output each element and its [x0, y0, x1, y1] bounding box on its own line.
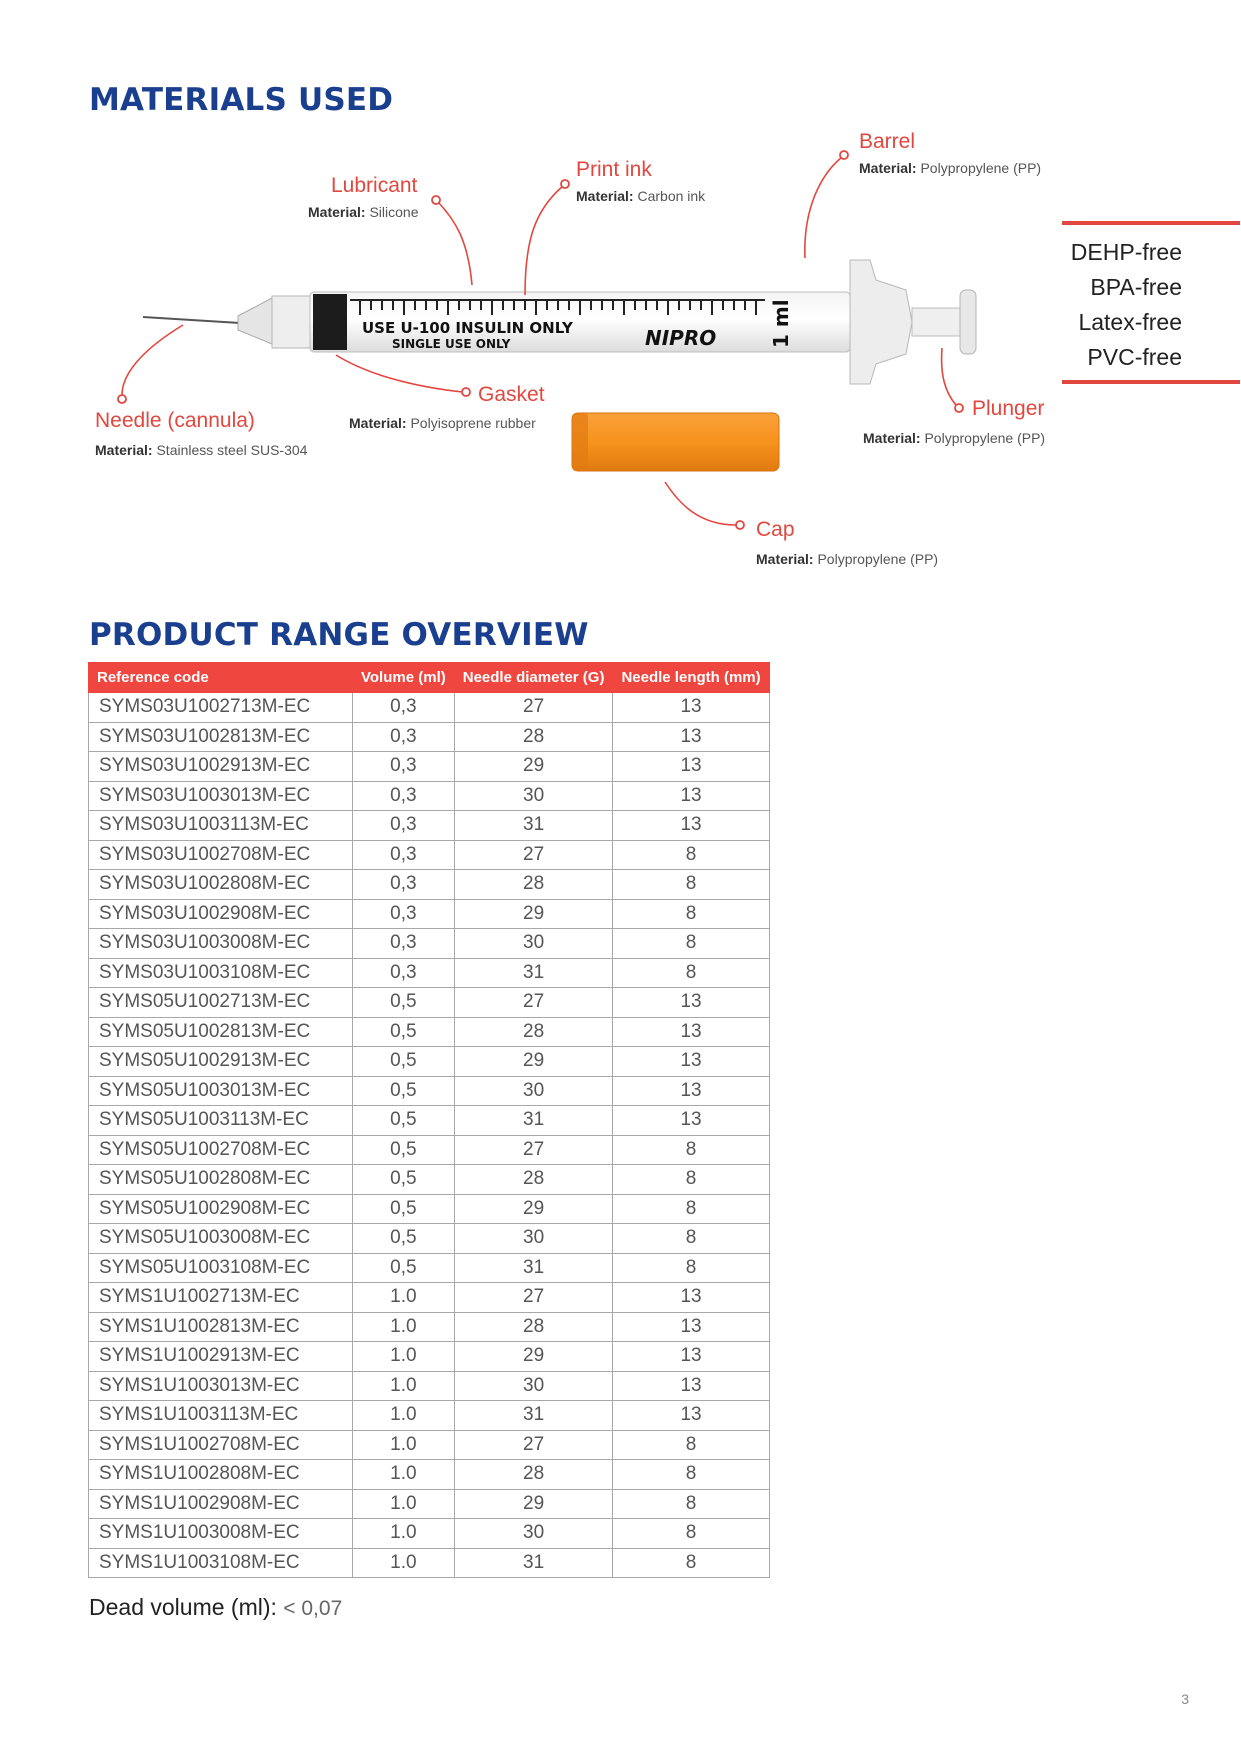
reference-code-cell: SYMS05U1003108M-EC	[89, 1253, 353, 1283]
table-row	[89, 1076, 770, 1106]
reference-code-cell: SYMS05U1002713M-EC	[89, 988, 353, 1018]
print-ink-label: Print ink	[576, 158, 652, 181]
reference-code-cell: SYMS1U1003113M-EC	[89, 1401, 353, 1431]
table-row	[89, 693, 770, 723]
table-row	[89, 899, 770, 929]
needle-diameter-cell: 29	[454, 899, 613, 929]
volume-cell: 1.0	[353, 1430, 455, 1460]
column-header: Reference code	[89, 663, 353, 693]
needle-diameter-cell: 31	[454, 811, 613, 841]
reference-code-cell: SYMS1U1002913M-EC	[89, 1342, 353, 1372]
reference-code-cell: SYMS03U1003008M-EC	[89, 929, 353, 959]
plunger-material-value: Polypropylene (PP)	[924, 430, 1046, 446]
needle-length-cell: 8	[613, 870, 769, 900]
table-row	[89, 1489, 770, 1519]
volume-cell: 1.0	[353, 1342, 455, 1372]
needle-diameter-cell: 30	[454, 1076, 613, 1106]
table-row	[89, 1106, 770, 1136]
needle-diameter-cell: 28	[454, 1017, 613, 1047]
material-prefix: Material:	[859, 160, 917, 176]
needle-length-cell: 8	[613, 1135, 769, 1165]
reference-code-cell: SYMS1U1003008M-EC	[89, 1519, 353, 1549]
needle-diameter-cell: 27	[454, 1430, 613, 1460]
reference-code-cell: SYMS03U1002708M-EC	[89, 840, 353, 870]
reference-code-cell: SYMS03U1002808M-EC	[89, 870, 353, 900]
volume-cell: 1.0	[353, 1548, 455, 1578]
cap-rim	[572, 413, 588, 471]
needle-length-cell: 8	[613, 1194, 769, 1224]
material-prefix: Material:	[349, 415, 407, 431]
reference-code-cell: SYMS1U1002708M-EC	[89, 1430, 353, 1460]
needle-length-cell: 13	[613, 988, 769, 1018]
print-ink-material-value: Carbon ink	[637, 188, 706, 204]
volume-cell: 0,3	[353, 899, 455, 929]
needle-length-cell: 13	[613, 811, 769, 841]
lubricant-material	[308, 204, 419, 220]
plunger-head	[960, 290, 976, 354]
reference-code-cell: SYMS03U1002913M-EC	[89, 752, 353, 782]
hub-collar	[272, 296, 312, 348]
table-row	[89, 1519, 770, 1549]
table-row	[89, 1283, 770, 1313]
table-row	[89, 1253, 770, 1283]
needle-diameter-cell: 31	[454, 958, 613, 988]
needle-length-cell: 13	[613, 1047, 769, 1077]
volume-cell: 0,5	[353, 1135, 455, 1165]
needle-diameter-cell: 28	[454, 870, 613, 900]
volume-cell: 0,3	[353, 840, 455, 870]
reference-code-cell: SYMS1U1003108M-EC	[89, 1548, 353, 1578]
volume-cell: 1.0	[353, 1460, 455, 1490]
volume-cell: 1.0	[353, 1371, 455, 1401]
volume-cell: 0,5	[353, 1017, 455, 1047]
reference-code-cell: SYMS1U1002813M-EC	[89, 1312, 353, 1342]
reference-code-cell: SYMS1U1002713M-EC	[89, 1283, 353, 1313]
table-row	[89, 988, 770, 1018]
table-row	[89, 1224, 770, 1254]
needle-length-cell: 8	[613, 1548, 769, 1578]
reference-code-cell: SYMS1U1002808M-EC	[89, 1460, 353, 1490]
gasket-label: Gasket	[478, 383, 545, 406]
reference-code-cell: SYMS03U1002713M-EC	[89, 693, 353, 723]
needle-length-cell: 8	[613, 840, 769, 870]
volume-cell: 0,5	[353, 1076, 455, 1106]
needle-diameter-cell: 30	[454, 1519, 613, 1549]
lubricant-label: Lubricant	[331, 174, 418, 197]
table-row	[89, 1460, 770, 1490]
needle-length-cell: 13	[613, 1371, 769, 1401]
needle-length-cell: 13	[613, 1342, 769, 1372]
needle-diameter-cell: 27	[454, 988, 613, 1018]
column-header: Volume (ml)	[353, 663, 455, 693]
volume-cell: 0,3	[353, 693, 455, 723]
needle-length-cell: 13	[613, 1401, 769, 1431]
needle-material	[95, 442, 307, 458]
gasket-material-value: Polyisoprene rubber	[410, 415, 536, 431]
column-header: Needle diameter (G)	[454, 663, 613, 693]
needle-diameter-cell: 28	[454, 1312, 613, 1342]
reference-code-cell: SYMS05U1002808M-EC	[89, 1165, 353, 1195]
reference-code-cell: SYMS05U1002708M-EC	[89, 1135, 353, 1165]
lubricant-leader	[438, 202, 472, 285]
barrel-material	[859, 160, 1041, 176]
gasket-material	[349, 415, 536, 431]
material-prefix: Material:	[576, 188, 634, 204]
needle-diameter-cell: 27	[454, 1135, 613, 1165]
needle-diameter-cell: 30	[454, 1224, 613, 1254]
volume-cell: 0,5	[353, 1047, 455, 1077]
material-prefix: Material:	[308, 204, 366, 220]
volume-cell: 0,5	[353, 1253, 455, 1283]
needle-diameter-cell: 29	[454, 1194, 613, 1224]
needle-diameter-cell: 31	[454, 1401, 613, 1431]
lubricant-material-value: Silicone	[369, 204, 419, 220]
table-row	[89, 752, 770, 782]
free-item: Latex-free	[1078, 309, 1182, 335]
free-item: DEHP-free	[1070, 239, 1182, 265]
volume-cell: 0,3	[353, 929, 455, 959]
table-row	[89, 1135, 770, 1165]
table-row	[89, 722, 770, 752]
needle-length-cell: 8	[613, 1519, 769, 1549]
table-row	[89, 1047, 770, 1077]
table-row	[89, 811, 770, 841]
reference-code-cell: SYMS03U1003013M-EC	[89, 781, 353, 811]
volume-cell: 0,5	[353, 1165, 455, 1195]
reference-code-cell: SYMS03U1002813M-EC	[89, 722, 353, 752]
reference-code-cell: SYMS05U1003008M-EC	[89, 1224, 353, 1254]
volume-cell: 0,5	[353, 1224, 455, 1254]
barrel-brand: NIPRO	[645, 326, 717, 350]
reference-code-cell: SYMS05U1002913M-EC	[89, 1047, 353, 1077]
volume-cell: 1.0	[353, 1489, 455, 1519]
needle-diameter-cell: 28	[454, 722, 613, 752]
table-row	[89, 1312, 770, 1342]
plunger-leader	[942, 348, 956, 405]
volume-cell: 0,5	[353, 1106, 455, 1136]
needle-diameter-cell: 29	[454, 1489, 613, 1519]
barrel-print-line2: SINGLE USE ONLY	[392, 337, 511, 351]
column-header: Needle length (mm)	[613, 663, 769, 693]
needle-diameter-cell: 29	[454, 1047, 613, 1077]
dead-volume-value: < 0,07	[283, 1597, 343, 1620]
needle-diameter-cell: 31	[454, 1253, 613, 1283]
needle-length-cell: 8	[613, 899, 769, 929]
needle-shaft	[143, 317, 240, 323]
volume-cell: 1.0	[353, 1283, 455, 1313]
needle-length-cell: 13	[613, 1106, 769, 1136]
needle-length-cell: 8	[613, 1165, 769, 1195]
table-row	[89, 958, 770, 988]
product-range-table	[88, 662, 770, 1578]
table-row	[89, 1548, 770, 1578]
barrel-material-value: Polypropylene (PP)	[920, 160, 1042, 176]
volume-cell: 1.0	[353, 1519, 455, 1549]
volume-cell: 0,3	[353, 722, 455, 752]
table-row	[89, 781, 770, 811]
free-of-box	[1062, 221, 1240, 384]
reference-code-cell: SYMS05U1002813M-EC	[89, 1017, 353, 1047]
volume-cell: 0,3	[353, 811, 455, 841]
table-row	[89, 1401, 770, 1431]
needle-hub	[238, 298, 272, 344]
needle-length-cell: 8	[613, 1489, 769, 1519]
needle-material-value: Stainless steel SUS-304	[156, 442, 308, 458]
cap-material-value: Polypropylene (PP)	[817, 551, 939, 567]
volume-cell: 0,3	[353, 752, 455, 782]
needle-diameter-cell: 27	[454, 1283, 613, 1313]
reference-code-cell: SYMS05U1002908M-EC	[89, 1194, 353, 1224]
plunger-material	[863, 430, 1045, 446]
needle-diameter-cell: 27	[454, 840, 613, 870]
gasket-leader	[336, 355, 462, 392]
needle-diameter-cell: 30	[454, 781, 613, 811]
needle-length-cell: 13	[613, 722, 769, 752]
cap-label: Cap	[756, 518, 795, 541]
needle-length-cell: 13	[613, 1076, 769, 1106]
reference-code-cell: SYMS05U1003113M-EC	[89, 1106, 353, 1136]
free-item: BPA-free	[1090, 274, 1182, 300]
reference-code-cell: SYMS03U1002908M-EC	[89, 899, 353, 929]
table-row	[89, 840, 770, 870]
needle-diameter-cell: 29	[454, 752, 613, 782]
volume-cell: 0,3	[353, 958, 455, 988]
needle-length-cell: 8	[613, 1224, 769, 1254]
material-prefix: Material:	[863, 430, 921, 446]
reference-code-cell: SYMS1U1003013M-EC	[89, 1371, 353, 1401]
needle-length-cell: 8	[613, 1430, 769, 1460]
plunger-label: Plunger	[972, 397, 1045, 420]
needle-label: Needle (cannula)	[95, 409, 255, 432]
needle-diameter-cell: 30	[454, 929, 613, 959]
needle-leader	[122, 325, 183, 395]
needle-diameter-cell: 30	[454, 1371, 613, 1401]
print-ink-leader	[525, 186, 563, 295]
table-row	[89, 1165, 770, 1195]
table-row	[89, 1371, 770, 1401]
volume-cell: 0,5	[353, 1194, 455, 1224]
page-number: 3	[1181, 1691, 1189, 1707]
needle-length-cell: 8	[613, 1460, 769, 1490]
reference-code-cell: SYMS03U1003108M-EC	[89, 958, 353, 988]
range-title: PRODUCT RANGE OVERVIEW	[89, 617, 589, 653]
table-row	[89, 1194, 770, 1224]
needle-length-cell: 13	[613, 1312, 769, 1342]
table-header-row	[89, 663, 770, 693]
print-ink-material	[576, 188, 705, 204]
dead-volume	[89, 1594, 342, 1621]
needle-length-cell: 13	[613, 1017, 769, 1047]
needle-diameter-cell: 28	[454, 1460, 613, 1490]
gasket-shape	[313, 294, 347, 350]
needle-diameter-cell: 28	[454, 1165, 613, 1195]
needle-length-cell: 13	[613, 752, 769, 782]
reference-code-cell: SYMS05U1003013M-EC	[89, 1076, 353, 1106]
plunger-rod	[912, 308, 964, 336]
table-body	[89, 693, 770, 1578]
barrel-label: Barrel	[859, 130, 916, 153]
needle-diameter-cell: 29	[454, 1342, 613, 1372]
needle-length-cell: 8	[613, 929, 769, 959]
table-row	[89, 929, 770, 959]
volume-cell: 0,5	[353, 988, 455, 1018]
dead-volume-label: Dead volume (ml):	[89, 1594, 277, 1620]
cap-leader	[665, 482, 736, 525]
volume-cell: 1.0	[353, 1312, 455, 1342]
free-item: PVC-free	[1087, 344, 1182, 370]
table-row	[89, 1342, 770, 1372]
cap-material	[756, 551, 938, 567]
reference-code-cell: SYMS1U1002908M-EC	[89, 1489, 353, 1519]
barrel-print-line1: USE U-100 INSULIN ONLY	[362, 319, 573, 337]
table-row	[89, 1017, 770, 1047]
barrel-volume-mark: 1 ml	[769, 299, 793, 348]
table-row	[89, 870, 770, 900]
material-prefix: Material:	[756, 551, 814, 567]
needle-length-cell: 13	[613, 781, 769, 811]
syringe-diagram	[0, 130, 1241, 590]
needle-diameter-cell: 31	[454, 1106, 613, 1136]
materials-title: MATERIALS USED	[89, 82, 394, 118]
reference-code-cell: SYMS03U1003113M-EC	[89, 811, 353, 841]
needle-length-cell: 8	[613, 958, 769, 988]
table-row	[89, 1430, 770, 1460]
barrel-flange	[850, 260, 912, 384]
needle-diameter-cell: 27	[454, 693, 613, 723]
barrel-leader	[805, 157, 842, 258]
needle-length-cell: 13	[613, 693, 769, 723]
needle-length-cell: 8	[613, 1253, 769, 1283]
volume-cell: 1.0	[353, 1401, 455, 1431]
needle-diameter-cell: 31	[454, 1548, 613, 1578]
needle-length-cell: 13	[613, 1283, 769, 1313]
volume-cell: 0,3	[353, 781, 455, 811]
cap-shape	[572, 413, 779, 471]
material-prefix: Material:	[95, 442, 153, 458]
volume-cell: 0,3	[353, 870, 455, 900]
